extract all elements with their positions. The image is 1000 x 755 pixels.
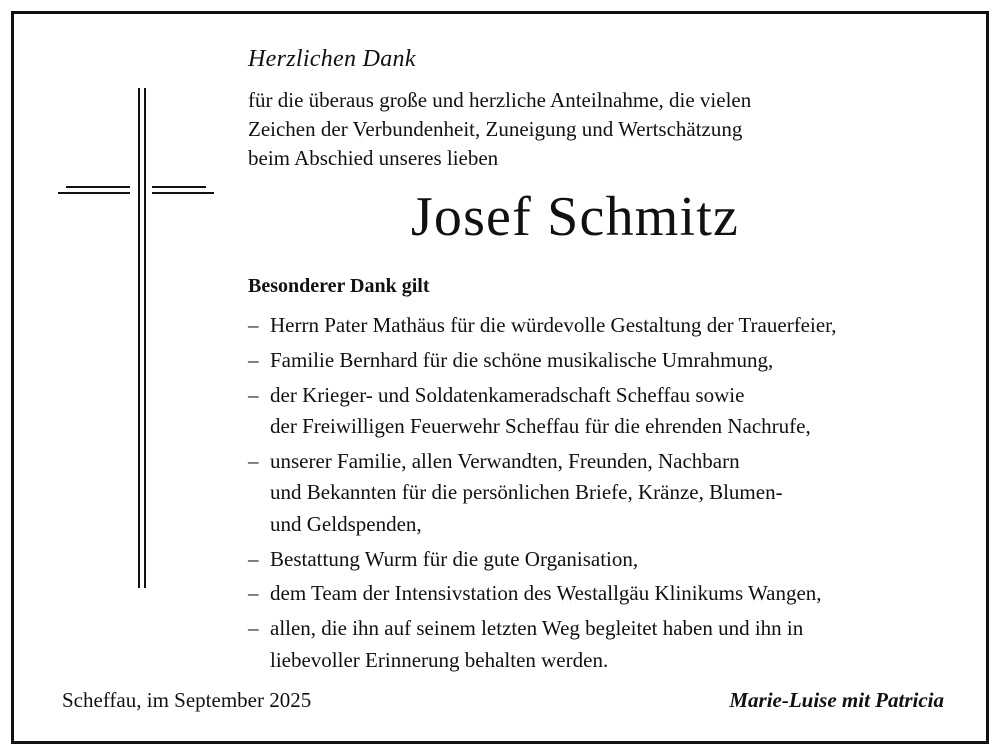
thanks-line: und Bekannten für die persönlichen Briefe, Kränze, Blumen- [270,480,783,505]
signature: Marie-Luise mit Patricia [729,688,944,712]
thanks-line: Bestattung Wurm für die gute Organisation, [270,546,639,571]
place-date: Scheffau, im September 2025 [62,688,312,712]
dash-bullet: – [248,448,259,473]
thanks-line: dem Team der Intensivstation des Westallgäu Klinikums Wangen, [270,581,822,606]
thanks-line: und Geldspenden, [270,511,422,536]
thanks-line: der Krieger- und Soldatenkameradschaft Scheffau sowie [270,382,745,407]
subheading: Besonderer Dank gilt [248,275,430,297]
thanks-item [248,613,968,676]
dash-bullet: – [248,313,259,337]
intro-line: Zeichen der Verbundenheit, Zuneigung und Wertschätzung [248,117,743,141]
dash-bullet: – [248,616,259,641]
thanks-item [248,446,968,541]
thanks-line: allen, die ihn auf seinem letzten Weg begleitet haben und ihn in [270,616,804,641]
dash-bullet: – [248,382,259,407]
dash-bullet: – [248,581,259,606]
thanks-line: Herrn Pater Mathäus für die würdevolle Gestaltung der Trauerfeier, [270,313,837,337]
thanks-item [248,310,968,342]
dash-bullet: – [248,347,259,372]
cross-icon [58,88,214,588]
thanks-item [248,544,968,576]
heading: Herzlichen Dank [248,46,416,72]
intro-line: für die überaus große und herzliche Anteilnahme, die vielen [248,88,752,112]
thanks-item [248,345,968,377]
intro-line: beim Abschied unseres lieben [248,146,499,170]
intro-text [248,86,948,173]
thanks-line: der Freiwilligen Feuerwehr Scheffau für die ehrenden Nachrufe, [270,414,811,439]
thanks-line: liebevoller Erinnerung behalten werden. [270,647,609,672]
deceased-name: Josef Schmitz [410,186,740,248]
thanks-line: Familie Bernhard für die schöne musikalische Umrahmung, [270,347,774,372]
thanks-line: unserer Familie, allen Verwandten, Freunden, Nachbarn [270,448,740,473]
thanks-item [248,578,968,610]
dash-bullet: – [248,546,259,571]
thanks-item [248,380,968,443]
thanks-list [248,310,968,680]
